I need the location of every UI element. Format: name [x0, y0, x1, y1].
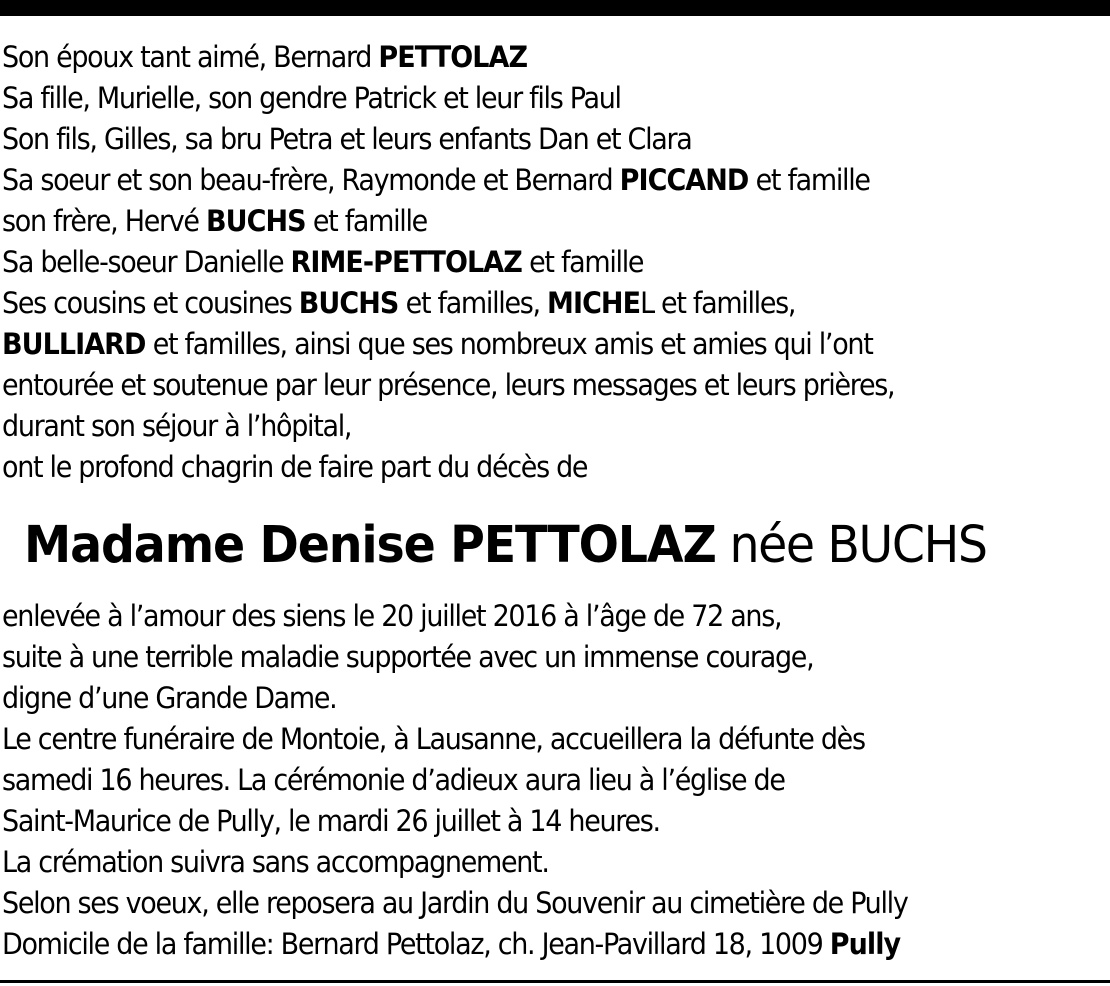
detail-line [2, 678, 1031, 719]
text-run: et familles, ainsi que ses nombreux amis et amies qui l’ont [145, 327, 873, 361]
text-run: Sa soeur et son beau-frère, Raymonde et Bernard [2, 163, 620, 197]
bold-name: PICCAND [619, 163, 749, 197]
text-run: enlevée à l’amour des siens le 20 juillet 2016 à l’âge de 72 ans, [2, 599, 782, 633]
detail-line [2, 637, 1031, 678]
family-line [2, 78, 1031, 119]
funeral-details [2, 596, 1108, 965]
text-run: Domicile de la famille: Bernard Pettolaz, ch. Jean-Pavillard 18, 1009 [2, 927, 830, 961]
detail-line [2, 760, 1031, 801]
deceased-name-line [24, 508, 1028, 584]
bold-name: Pully [829, 927, 901, 961]
bold-name: MICHE [547, 286, 641, 320]
top-rule [0, 0, 1110, 16]
text-run: suite à une terrible maladie supportée avec un immense courage, [2, 640, 814, 674]
deceased-name: Madame Denise PETTOLAZ [24, 516, 716, 575]
text-run: et familles, [398, 286, 548, 320]
family-line [2, 324, 1031, 365]
detail-line [2, 883, 1031, 924]
text-run: Sa fille, Murielle, son gendre Patrick et leur fils Paul [2, 81, 621, 115]
family-line [2, 201, 1031, 242]
text-run: digne d’une Grande Dame. [2, 681, 337, 715]
detail-line [2, 924, 1031, 965]
text-run: Saint-Maurice de Pully, le mardi 26 juillet à 14 heures. [2, 804, 660, 838]
family-line [2, 283, 1031, 324]
text-run: samedi 16 heures. La cérémonie d’adieux aura lieu à l’église de [2, 763, 785, 797]
text-run: L et familles, [640, 286, 796, 320]
text-run: Son fils, Gilles, sa bru Petra et leurs enfants Dan et Clara [2, 122, 692, 156]
bold-name: RIME-PETTOLAZ [290, 245, 522, 279]
text-run: ont le profond chagrin de faire part du décès de [2, 450, 588, 484]
deceased-maiden-name: née BUCHS [715, 516, 987, 575]
text-run: Ses cousins et cousines [2, 286, 299, 320]
family-line [2, 365, 1031, 406]
text-run: La crémation suivra sans accompagnement. [2, 845, 549, 879]
detail-line [2, 596, 1031, 637]
text-run: Sa belle-soeur Danielle [2, 245, 291, 279]
text-run: entourée et soutenue par leur présence, leurs messages et leurs prières, [2, 368, 895, 402]
family-line [2, 447, 1031, 488]
text-run: et famille [748, 163, 870, 197]
text-run: et famille [521, 245, 644, 279]
family-line [2, 119, 1031, 160]
text-run: et famille [305, 204, 427, 238]
bold-name: BUCHS [298, 286, 399, 320]
detail-line [2, 842, 1031, 883]
text-run: Le centre funéraire de Montoie, à Lausanne, accueillera la défunte dès [2, 722, 865, 756]
bold-name: BUCHS [206, 204, 306, 238]
text-run: Son époux tant aimé, Bernard [2, 40, 379, 74]
detail-line [2, 801, 1031, 842]
bottom-rule [0, 980, 1110, 983]
text-run: Selon ses voeux, elle reposera au Jardin du Souvenir au cimetière de Pully [2, 886, 908, 920]
family-line [2, 160, 1031, 201]
bold-name: PETTOLAZ [378, 40, 528, 74]
text-run: durant son séjour à l’hôpital, [2, 409, 352, 443]
text-run: son frère, Hervé [2, 204, 207, 238]
bold-name: BULLIARD [2, 327, 146, 361]
detail-line [2, 719, 1031, 760]
family-line [2, 242, 1031, 283]
family-list [2, 37, 1108, 488]
family-line [2, 37, 1031, 78]
family-line [2, 406, 1031, 447]
